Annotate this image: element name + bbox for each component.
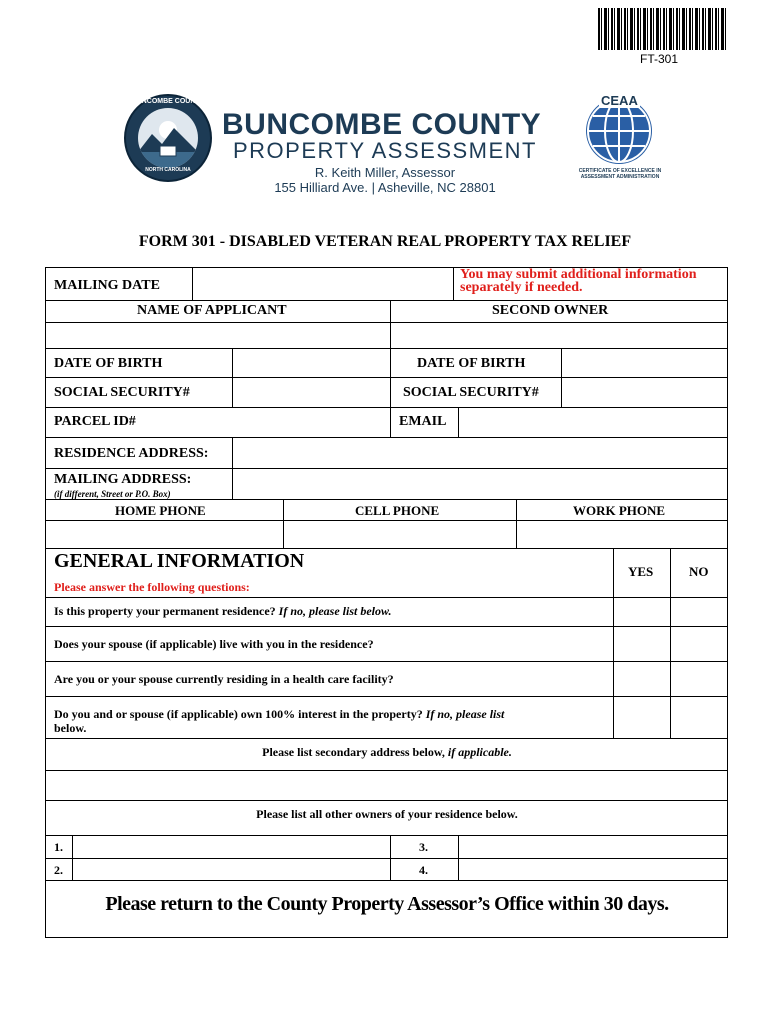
county-name: BUNCOMBE COUNTY [222,108,542,141]
barcode [598,8,728,50]
q1-no-box[interactable] [672,599,726,625]
instruction-note: if applicable. [447,745,512,759]
secondary-address-field[interactable] [47,772,726,799]
applicant-dob-label: DATE OF BIRTH [54,356,163,371]
form-code: FT-301 [640,52,679,66]
return-instruction: Please return to the County Property Assessor’s Office within 30 days. [105,893,669,915]
mailing-address-field[interactable] [234,470,726,498]
office-address: 155 Hilliard Ave. | Asheville, NC 28801 [274,180,496,195]
email-field[interactable] [460,409,726,436]
cell-phone-field[interactable] [285,522,515,547]
work-phone-field[interactable] [518,522,726,547]
no-column-header: NO [689,564,709,579]
question-note: If no, please list below. [278,604,392,618]
question-full-interest [54,707,504,722]
department-name: PROPERTY ASSESSMENT [233,138,537,163]
owner-number-3: 3. [419,840,428,854]
mountain-icon [138,108,198,168]
q3-no-box[interactable] [672,663,726,695]
owner-1-field[interactable] [74,837,389,857]
second-owner-ssn-label: SOCIAL SECURITY# [403,385,539,400]
residence-address-field[interactable] [234,439,726,467]
owner-number-4: 4. [419,863,428,877]
applicant-ssn-field[interactable] [234,379,388,406]
q4-no-box[interactable] [672,698,726,737]
second-owner-ssn-field[interactable] [563,379,726,406]
question-spouse-lives: Does your spouse (if applicable) live with you in the residence? [54,637,374,651]
mailing-date-field[interactable] [194,269,451,299]
q2-no-box[interactable] [672,628,726,660]
second-owner-dob-label: DATE OF BIRTH [417,356,526,371]
additional-info-note: You may submit additional information separately if needed. [460,267,697,295]
q2-yes-box[interactable] [615,628,669,660]
secondary-address-instruction [46,745,728,760]
owner-4-field[interactable] [460,860,726,879]
general-info-heading: GENERAL INFORMATION [54,550,305,572]
owner-3-field[interactable] [460,837,726,857]
question-text: Is this property your permanent residence? [54,604,276,618]
parcel-id-label: PARCEL ID# [54,414,136,429]
seal-top-text: BUNCOMBE COUNTY [131,98,205,105]
applicant-dob-field[interactable] [234,350,388,376]
instruction-text: Please list secondary address below, [262,745,445,759]
home-phone-label: HOME PHONE [115,503,206,518]
question-note: If no, please list [425,707,505,721]
question-health-care-facility: Are you or your spouse currently residing in a health care facility? [54,672,394,686]
mailing-address-label: MAILING ADDRESS: [54,472,192,487]
owner-2-field[interactable] [74,860,389,879]
owner-number-1: 1. [54,840,63,854]
form-title: FORM 301 - DISABLED VETERAN REAL PROPERTY TAX RELIEF [138,233,632,250]
home-phone-field[interactable] [47,522,282,547]
cell-phone-label: CELL PHONE [355,503,440,518]
second-owner-dob-field[interactable] [563,350,726,376]
second-owner-label: SECOND OWNER [492,303,609,318]
owner-number-2: 2. [54,863,63,877]
applicant-name-field[interactable] [47,324,388,347]
yes-column-header: YES [628,564,654,579]
q3-yes-box[interactable] [615,663,669,695]
question-text: Do you and or spouse (if applicable) own 100% interest in the property? [54,707,423,721]
applicant-ssn-label: SOCIAL SECURITY# [54,385,190,400]
residence-address-label: RESIDENCE ADDRESS: [54,446,209,461]
work-phone-label: WORK PHONE [573,503,666,518]
question-permanent-residence [54,604,392,619]
question-full-interest-cont: below. [54,721,87,735]
ceaa-caption: CERTIFICATE OF EXCELLENCE IN ASSESSMENT ADMINISTRATION [578,168,662,180]
parcel-id-field[interactable] [160,409,388,436]
mailing-address-note: (if different, Street or P.O. Box) [54,489,171,499]
other-owners-instruction: Please list all other owners of your residence below. [256,807,518,821]
q1-yes-box[interactable] [615,599,669,625]
email-label: EMAIL [399,414,447,429]
name-of-applicant-label: NAME OF APPLICANT [137,303,287,318]
ceaa-logo: CEAA [601,93,638,108]
assessor-name: R. Keith Miller, Assessor [314,165,456,180]
second-owner-name-field[interactable] [392,324,726,347]
seal-bottom-text: NORTH CAROLINA [145,167,191,173]
questions-instruction: Please answer the following questions: [54,580,250,594]
mailing-date-label: MAILING DATE [54,278,160,293]
q4-yes-box[interactable] [615,698,669,737]
